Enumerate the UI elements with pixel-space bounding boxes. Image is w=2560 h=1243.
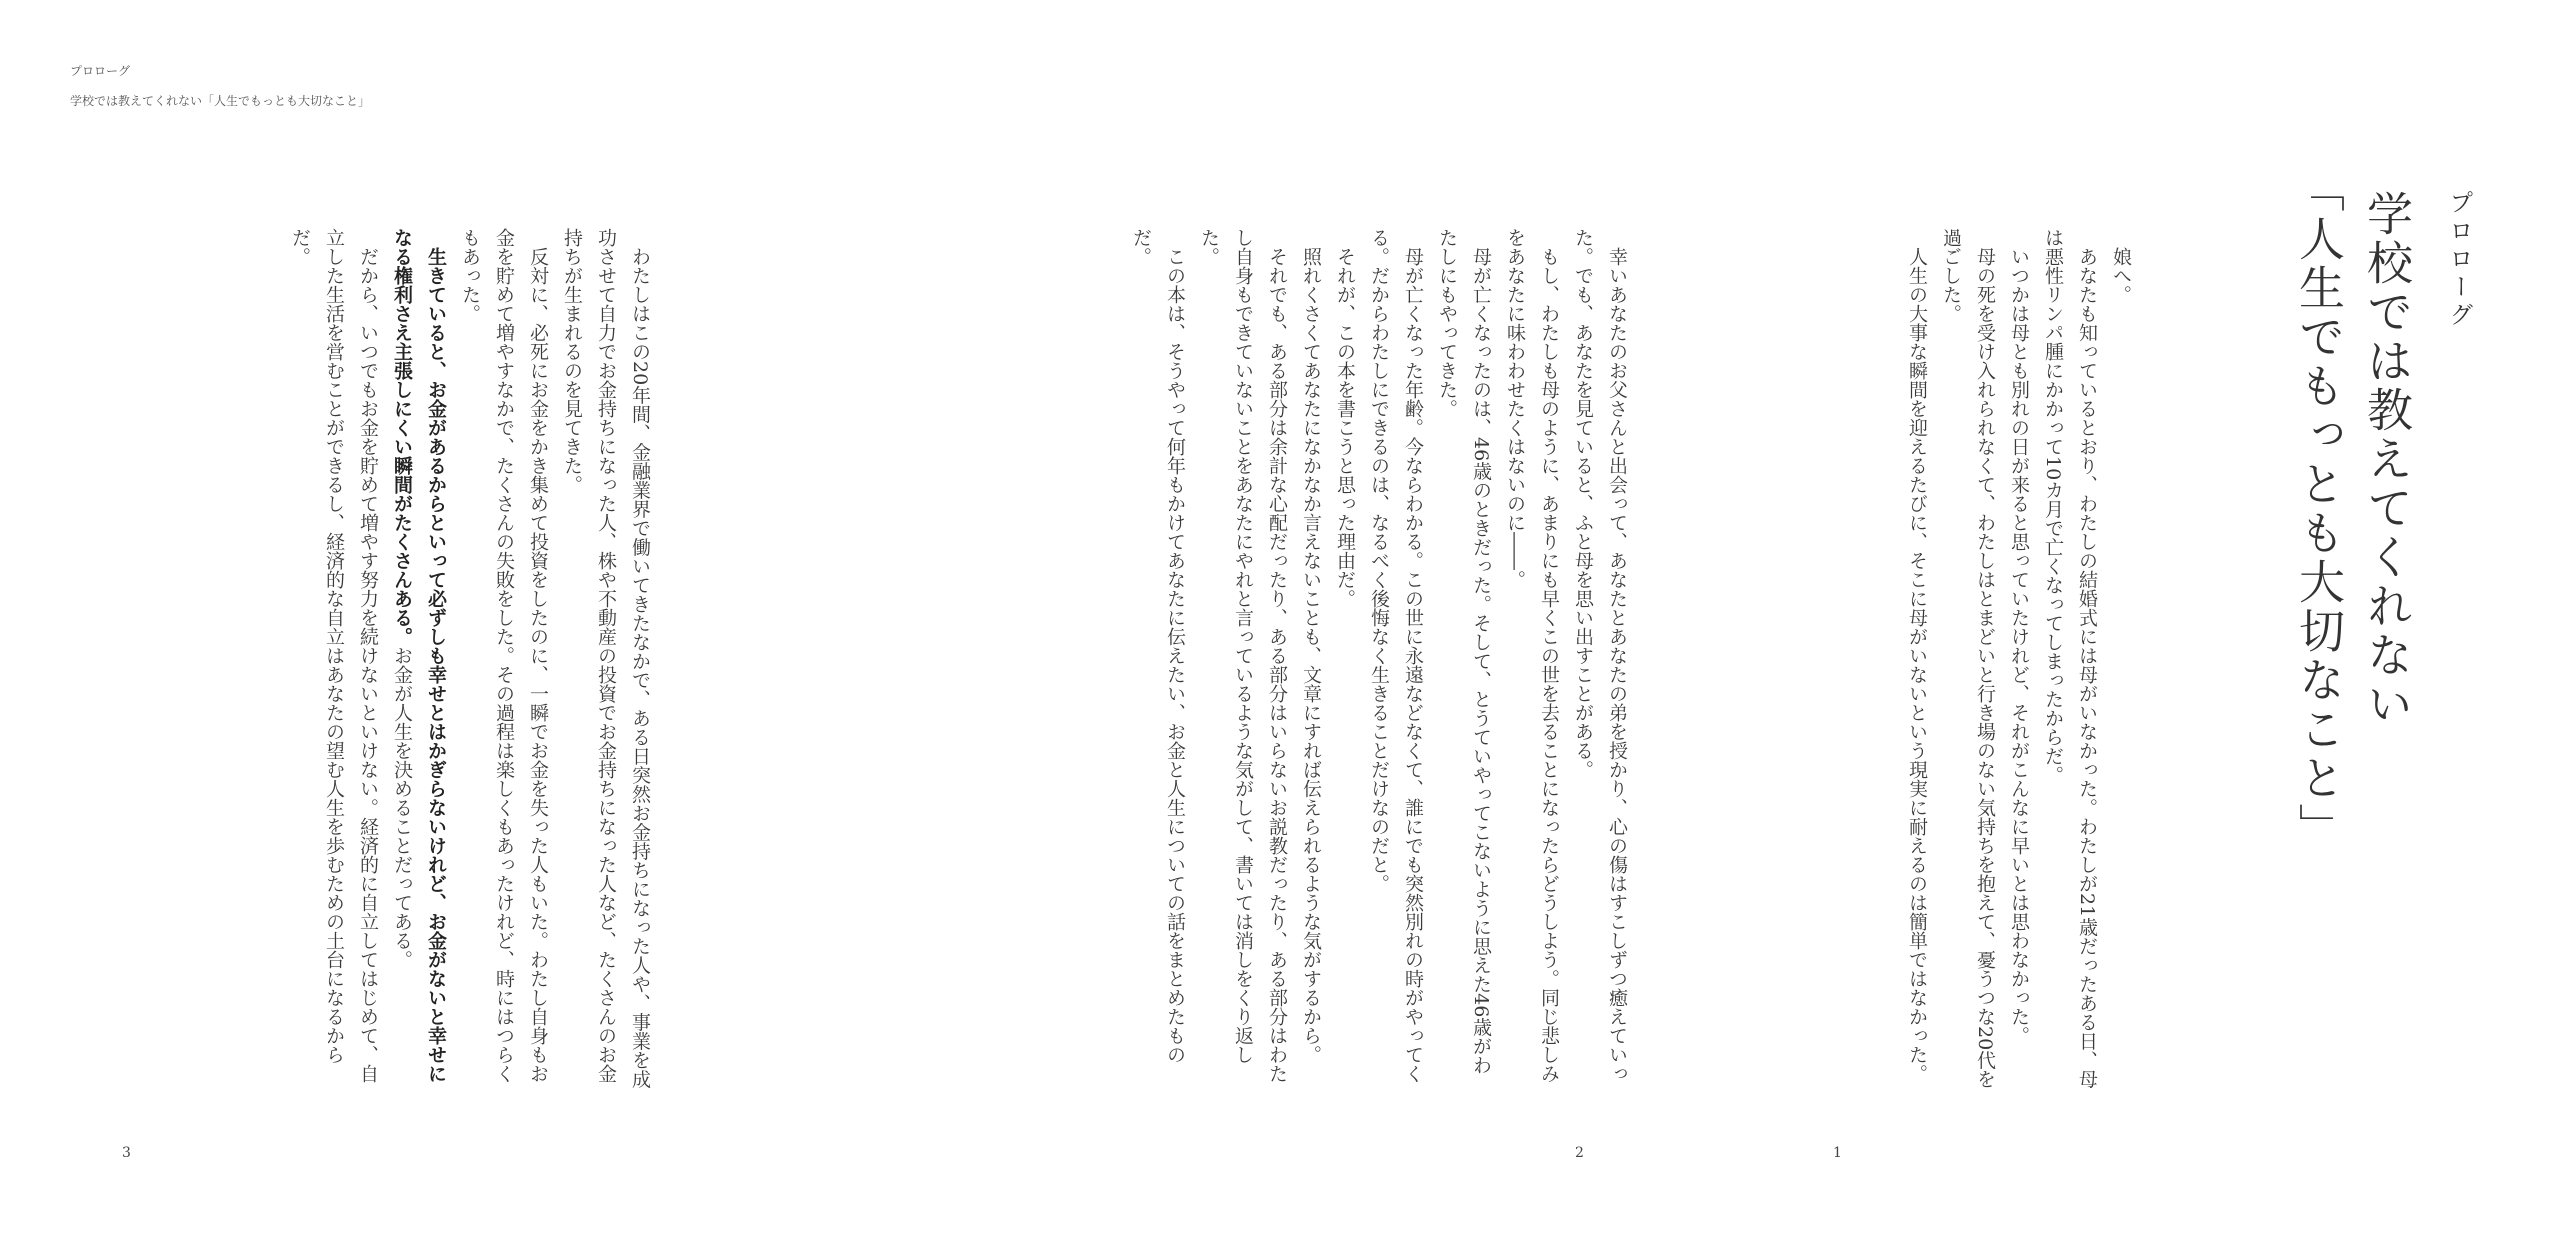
page-1-body — [1818, 228, 2138, 1090]
page-number-right: 1 — [1833, 1145, 1842, 1161]
page-2-paragraph: 幸いあなたのお父さんと出会って、あなたとあなたの弟を授かり、心の傷はすこしずつ癒えていった。でも、あなたを見ていると、ふと母を思い出すことがある。 — [1572, 228, 1628, 1083]
chapter-title — [2279, 166, 2479, 852]
page-1-paragraph: いつかは母とも別れの日が来ると思っていたけれど、それがこんなに早いとは思わなかった。 — [2008, 247, 2030, 1045]
page-2-paragraph: それが、この本を書こうと思った理由だ。 — [1334, 247, 1356, 608]
page-1-paragraph: 人生の大事な瞬間を迎えるたびに、そこに母がいないという現実に耐えるのは簡単ではなかった。 — [1906, 247, 1928, 1083]
bold-emphasis-text: 生きていると、お金があるからといって必ずしも幸せとはかぎらないけれど、お金がないと幸せになる権利さえ主張しにくい瞬間がたくさんある。 — [391, 228, 447, 1083]
chapter-title-line-1: 学校では教えてくれない — [2360, 190, 2414, 729]
page-2-paragraph: 母が亡くなったのは、46歳のときだった。そして、とうていやってこないように思えた46歳がわたしにもやってきた。 — [1436, 228, 1492, 1075]
page-3-paragraph: 反対に、必死にお金をかき集めて投資をしたのに、一瞬でお金を失った人もいた。わたし自身もお金を貯めて増やすなかで、たくさんの失敗をした。その過程は楽しくもあったけれど、時にはつらくもあった。 — [459, 228, 549, 1083]
chapter-title-line-2: 「人生でもっとも大切なこと」 — [2292, 166, 2346, 852]
page-3-paragraph-emphasis — [385, 228, 453, 1090]
page-2-paragraph: もし、わたしも母のように、あまりにも早くこの世を去ることになったらどうしよう。同じ悲しみをあなたに味わわせたくはないのに――。 — [1504, 228, 1560, 1083]
page-2-paragraph: 母が亡くなった年齢。今ならわかる。この世に永遠などなくて、誰にでも突然別れの時がやってくる。だからわたしにできるのは、なるべく後悔なく生きることだけなのだと。 — [1368, 228, 1424, 1083]
page-number-middle: 2 — [1575, 1145, 1584, 1161]
chapter-label: プロローグ — [2445, 190, 2473, 330]
page-1-paragraph: 母の死を受け入れられなくて、わたしはとまどいと行き場のない気持ちを抱えて、憂うつな20代を過ごした。 — [1940, 228, 1996, 1089]
page-2-paragraph: この本は、そうやって何年もかけてあなたに伝えたい、お金と人生についての話をまとめたものだ。 — [1130, 228, 1186, 1064]
page-3-paragraph: だから、いつでもお金を貯めて増やす努力を続けないといけない。経済的に自立してはじめて、自立した生活を営むことができるし、経済的な自立はあなたの望む人生を歩むための土台になるからだ。 — [289, 228, 379, 1083]
page-3-paragraph: わたしはこの20年間、金融業界で働いてきたなかで、ある日突然お金持ちになった人や、事業を成功させて自力でお金持ちになった人、株や不動産の投資でお金持ちになった人など、たくさんのお金持ちが生まれるのを見てきた。 — [561, 228, 651, 1089]
page-3-body — [170, 228, 657, 1090]
page-1-paragraph: 娘へ。 — [2110, 247, 2132, 304]
page-2-body — [1130, 228, 1634, 1090]
running-header — [70, 56, 370, 116]
page-2-paragraph: 照れくさくてあなたになかなか言えないことも、文章にすれば伝えられるような気がするから。 — [1300, 247, 1322, 1064]
running-header-subtitle: 学校では教えてくれない「人生でもっとも大切なこと」 — [70, 94, 371, 108]
page-number-left: 3 — [122, 1145, 131, 1161]
running-header-chapter: プロローグ — [70, 64, 131, 78]
emphasis-continuation: お金が人生を決めることだってある。 — [391, 646, 413, 969]
page-1-paragraph: あなたも知っているとおり、わたしの結婚式には母がいなかった。わたしが21歳だったある日、母は悪性リンパ腫にかかって10カ月で亡くなってしまったからだ。 — [2042, 228, 2098, 1089]
page-2-paragraph: それでも、ある部分は余計な心配だったり、ある部分はいらないお説教だったり、ある部分はわたし自身もできていないことをあなたにやれと言っているような気がして、書いては消しをくり返した。 — [1198, 228, 1288, 1083]
